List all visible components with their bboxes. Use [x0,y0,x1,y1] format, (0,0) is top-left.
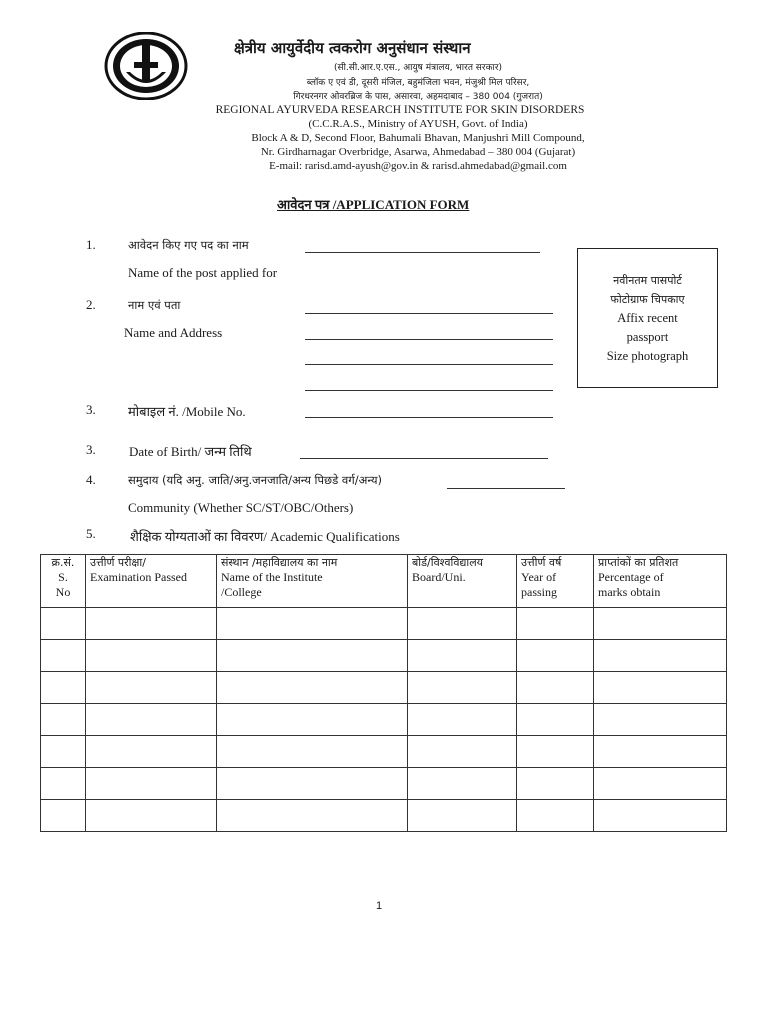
table-cell[interactable] [217,704,408,736]
col-header-year [517,555,594,608]
col-header-hindi: उत्तीर्ण परीक्षा/ [90,556,146,569]
table-cell[interactable] [408,800,517,832]
post-label-english: Name of the post applied for [128,265,278,280]
table-cell[interactable] [217,608,408,640]
table-cell[interactable] [517,704,594,736]
table-cell[interactable] [408,704,517,736]
academic-label: शैक्षिक योग्यताओं का विवरण/ Academic Qualifications [130,529,400,544]
col-header-english: passing [521,585,557,599]
dob-input-line[interactable] [300,458,548,459]
community-label-hindi: समुदाय (यदि अनु. जाति/अनु.जनजाति/अन्य पिछडे वर्ग/अन्य) [128,473,382,487]
name-address-label-hindi: नाम एवं पता [128,298,181,312]
hindi-institute-title: क्षेत्रीय आयुर्वेदीय त्वकरोग अनुसंधान संस्थान [234,39,471,57]
field-number: 3. [86,442,96,457]
table-cell[interactable] [217,640,408,672]
community-label-english: Community (Whether SC/ST/OBC/Others) [128,500,354,515]
table-cell[interactable] [408,672,517,704]
field-number: 1. [86,237,96,252]
table-cell[interactable] [408,768,517,800]
table-cell[interactable] [594,704,727,736]
table-row [41,768,727,800]
field-number: 2. [86,297,96,312]
mobile-label: मोबाइल नं. /Mobile No. [128,404,246,419]
table-cell[interactable] [86,704,217,736]
col-header-english: Board/Uni. [412,570,466,584]
photo-box[interactable] [577,248,718,388]
name-address-label-english: Name and Address [124,325,223,340]
table-cell[interactable] [594,800,727,832]
table-row [41,608,727,640]
col-header-english: /College [221,585,262,599]
mobile-input-line[interactable] [305,417,553,418]
table-cell[interactable] [594,768,727,800]
table-cell[interactable] [86,736,217,768]
col-header-hindi: क्र.सं. [51,556,75,569]
col-header-sno [41,555,86,608]
english-subtitle-3: Nr. Girdharnagar Overbridge, Asarwa, Ahmedabad – 380 004 (Gujarat) [260,146,576,158]
email-line: E-mail: rarisd.amd-ayush@gov.in & rarisd.ahmedabad@gmail.com [269,160,567,172]
table-cell[interactable] [41,800,86,832]
table-cell[interactable] [408,736,517,768]
photo-label-english-2: passport [626,330,669,344]
col-header-hindi: बोर्ड/विश्वविद्यालय [412,556,484,569]
col-header-hindi: उत्तीर्ण वर्ष [521,556,562,569]
form-title: आवेदन पत्र /APPLICATION FORM [277,197,470,212]
institute-logo [104,32,188,100]
col-header-hindi: प्राप्तांकों का प्रतिशत [598,556,679,569]
col-header-english: Percentage of [598,570,664,584]
table-cell[interactable] [86,640,217,672]
community-input-line[interactable] [447,488,565,489]
table-row [41,800,727,832]
table-cell[interactable] [517,608,594,640]
table-cell[interactable] [41,736,86,768]
col-header-hindi: संस्थान /महाविद्यालय का नाम [221,556,338,569]
table-cell[interactable] [217,800,408,832]
hindi-subtitle-3: गिरधरनगर ओवरब्रिज के पास, असारवा, अहमदाबाद – 380 004 (गुजरात) [293,92,543,102]
table-cell[interactable] [594,672,727,704]
col-header-board [408,555,517,608]
address-input-line-2[interactable] [305,364,553,365]
table-cell[interactable] [517,640,594,672]
table-cell[interactable] [408,640,517,672]
table-cell[interactable] [517,736,594,768]
table-cell[interactable] [517,768,594,800]
table-cell[interactable] [517,800,594,832]
hindi-subtitle-1: (सी.सी.आर.ए.एस., आयुष मंत्रालय, भारत सरकार) [333,63,503,73]
col-header-exam [86,555,217,608]
table-cell[interactable] [517,672,594,704]
col-header-english: S. [58,570,68,584]
table-cell[interactable] [217,736,408,768]
english-subtitle-2: Block A & D, Second Floor, Bahumali Bhavan, Manjushri Mill Compound, [251,132,585,144]
english-institute-title: REGIONAL AYURVEDA RESEARCH INSTITUTE FOR SKIN DISORDERS [215,104,585,116]
photo-label-english-1: Affix recent [617,311,678,325]
post-input-line[interactable] [305,252,540,253]
table-cell[interactable] [594,608,727,640]
photo-label-hindi-2: फोटोग्राफ चिपकाए [610,293,685,306]
table-cell[interactable] [86,608,217,640]
col-header-institute [217,555,408,608]
table-row [41,704,727,736]
table-cell[interactable] [217,768,408,800]
photo-label-english-3: Size photograph [606,349,689,363]
table-cell[interactable] [41,768,86,800]
col-header-english: Examination Passed [90,570,187,584]
table-cell[interactable] [86,672,217,704]
table-cell[interactable] [408,608,517,640]
table-row [41,640,727,672]
table-cell[interactable] [594,736,727,768]
address-input-line-3[interactable] [305,390,553,391]
table-cell[interactable] [41,608,86,640]
table-row [41,672,727,704]
table-cell[interactable] [41,704,86,736]
col-header-percentage [594,555,727,608]
address-input-line-1[interactable] [305,339,553,340]
english-subtitle-1: (C.C.R.A.S., Ministry of AYUSH, Govt. of India) [308,118,528,130]
post-label-hindi: आवेदन किए गए पद का नाम [128,238,249,252]
name-input-line[interactable] [305,313,553,314]
table-cell[interactable] [86,800,217,832]
col-header-english: No [55,585,71,599]
qualifications-table [40,554,727,832]
col-header-english: Year of [521,570,557,584]
table-cell[interactable] [594,640,727,672]
table-cell[interactable] [41,672,86,704]
page-number: 1 [376,900,383,912]
field-number: 5. [86,526,96,541]
col-header-english: Name of the Institute [221,570,323,584]
dob-label: Date of Birth/ जन्म तिथि [129,444,252,459]
table-cell[interactable] [86,768,217,800]
table-cell[interactable] [41,640,86,672]
photo-label-hindi-1: नवीनतम पासपोर्ट [613,274,682,287]
field-number: 3. [86,402,96,417]
hindi-subtitle-2: ब्लॉक ए एवं डी, दूसरी मंजिल, बहुमंजिला भवन, मंजुश्री मिल परिसर, [306,78,530,88]
field-number: 4. [86,472,96,487]
table-cell[interactable] [217,672,408,704]
table-row [41,736,727,768]
col-header-english: marks obtain [598,585,661,599]
table-header-row [41,555,727,608]
